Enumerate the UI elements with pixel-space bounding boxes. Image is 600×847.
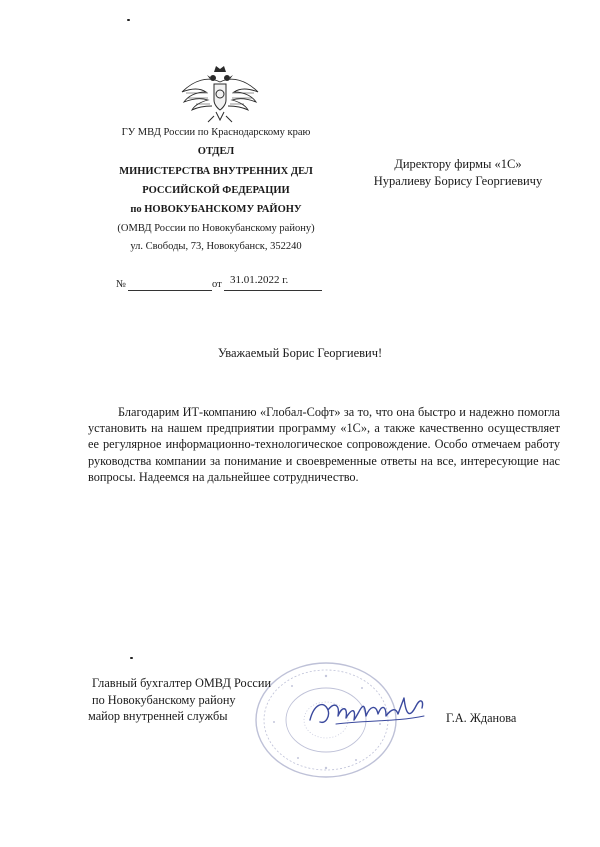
department-title-line4: по НОВОКУБАНСКОМУ РАЙОНУ (130, 204, 302, 215)
salutation: Уважаемый Борис Георгиевич! (217, 346, 383, 360)
number-label: № (116, 279, 127, 290)
scan-speck (127, 19, 130, 21)
eagle-emblem-icon (178, 62, 262, 126)
signatory-position-line2: по Новокубанскому району (92, 693, 236, 707)
number-blank-line (128, 290, 212, 291)
registration-row (116, 274, 326, 290)
addressee-line2: Нуралиеву Борису Георгиевичу (373, 174, 543, 188)
date-underline (224, 290, 322, 291)
department-abbreviation: (ОМВД России по Новокубанскому району) (117, 223, 315, 234)
department-address: ул. Свободы, 73, Новокубанск, 352240 (130, 241, 302, 252)
letter-date: 31.01.2022 г. (230, 274, 289, 286)
handwritten-signature (306, 686, 436, 736)
department-title-line2: МИНИСТЕРСТВА ВНУТРЕННИХ ДЕЛ (119, 166, 313, 177)
agency-name: ГУ МВД России по Краснодарскому краю (121, 127, 311, 138)
letter-body: Благодарим ИТ-компанию «Глобал-Софт» за то, что она быстро и надежно помогла установить на нашем предприятии программу «1С», а также качественно осуществляет ее регулярное информационно-технологическое сопровождение. Особо отмечаем работу руководства компании за понимание и своевременные ответы на все, интересующие нас вопросы. Надеемся на дальнейшее сотрудничество. (88, 405, 560, 484)
addressee-line1: Директору фирмы «1С» (394, 157, 522, 171)
scan-speck (130, 657, 133, 659)
department-title-line1: ОТДЕЛ (197, 146, 235, 157)
date-label: от (212, 279, 222, 290)
department-title-line3: РОССИЙСКОЙ ФЕДЕРАЦИИ (142, 185, 290, 196)
signatory-name: Г.А. Жданова (446, 711, 517, 725)
signatory-rank: майор внутренней службы (88, 709, 228, 723)
signatory-position-line1: Главный бухгалтер ОМВД России (92, 676, 272, 690)
